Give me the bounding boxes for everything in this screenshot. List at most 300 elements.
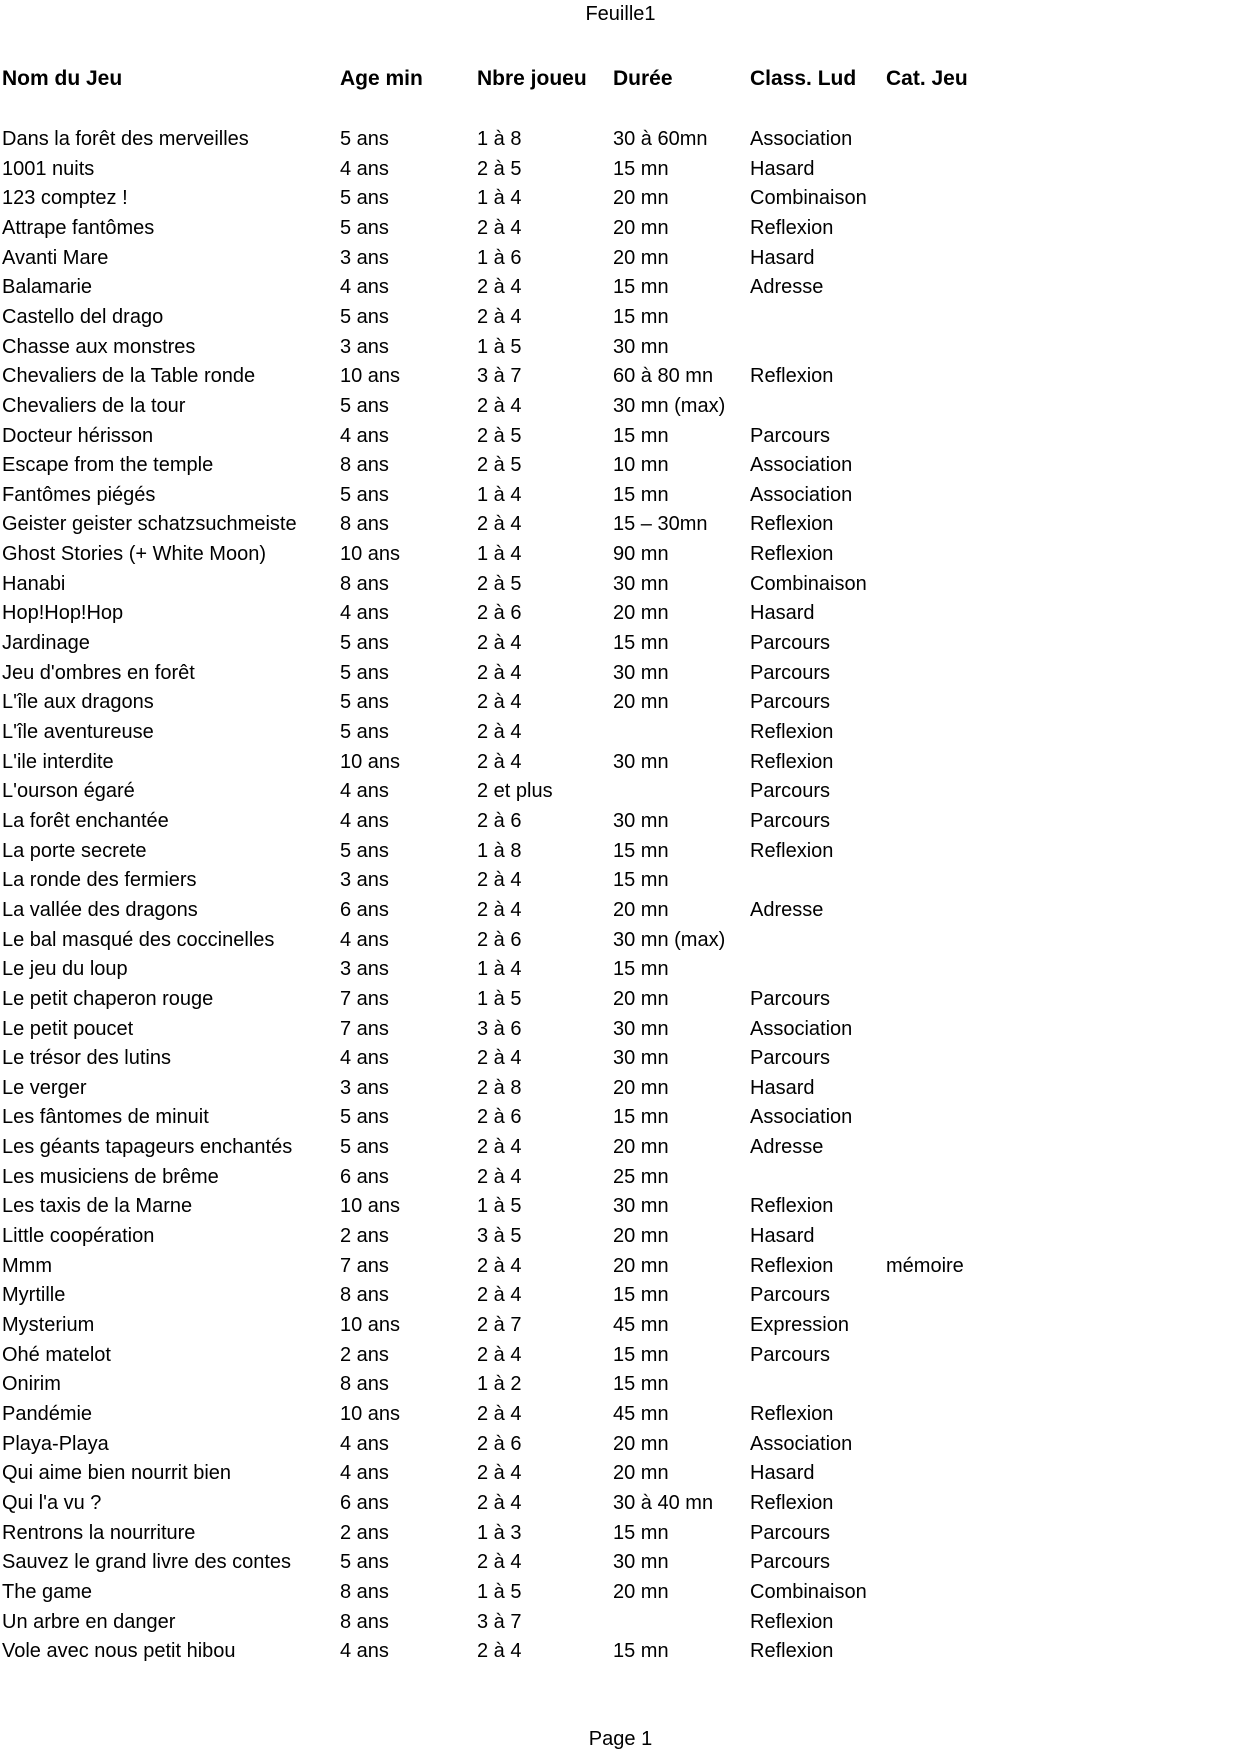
table-row: [0, 1607, 1241, 1637]
cell-players: 2 à 5: [477, 424, 522, 447]
cell-name: Avanti Mare: [2, 246, 109, 269]
cell-name: La ronde des fermiers: [2, 869, 197, 892]
cell-name: The game: [2, 1580, 93, 1603]
cell-age: 6 ans: [340, 1491, 389, 1514]
cell-category: [886, 717, 1086, 747]
cell-age: 3 ans: [340, 869, 389, 892]
cell-class: Parcours: [750, 809, 831, 832]
table-row: [0, 1073, 1241, 1103]
cell-class: Hasard: [750, 1225, 815, 1248]
cell-name: Chasse aux monstres: [2, 335, 196, 358]
cell-duration: [613, 1607, 749, 1637]
cell-category: [886, 1162, 1086, 1192]
cell-duration: 20 mn: [613, 1254, 669, 1277]
cell-name: Geister geister schatzsuchmeiste: [2, 513, 297, 536]
cell-players: 2 à 4: [477, 1402, 522, 1425]
cell-category: [886, 421, 1086, 451]
cell-duration: 20 mn: [613, 987, 669, 1010]
table-row: [0, 450, 1241, 480]
cell-category: [886, 687, 1086, 717]
cell-duration: 15 mn: [613, 483, 669, 506]
cell-players: 3 à 7: [477, 365, 522, 388]
table-row: [0, 1043, 1241, 1073]
page-number: Page 1: [588, 1728, 653, 1750]
cell-players: 2 à 6: [477, 1432, 522, 1455]
table-row: [0, 361, 1241, 391]
cell-category: [886, 1458, 1086, 1488]
table-header: [0, 64, 1241, 94]
cell-name: Myrtille: [2, 1284, 66, 1307]
table-row: [0, 539, 1241, 569]
cell-class: Hasard: [750, 602, 815, 625]
cell-players: 2 à 5: [477, 572, 522, 595]
cell-duration: 15 mn: [613, 157, 669, 180]
cell-duration: 30 mn (max): [613, 394, 726, 417]
cell-duration: 20 mn: [613, 691, 669, 714]
cell-age: 4 ans: [340, 1462, 389, 1485]
cell-duration: 30 mn (max): [613, 928, 726, 951]
table-row: [0, 1221, 1241, 1251]
cell-duration: 15 mn: [613, 1343, 669, 1366]
cell-class: [750, 954, 885, 984]
column-header-duration: Durée: [613, 67, 673, 90]
column-header-name: Nom du Jeu: [2, 67, 123, 90]
cell-duration: 20 mn: [613, 1076, 669, 1099]
table-row: [0, 1429, 1241, 1459]
table-row: [0, 717, 1241, 747]
cell-duration: 30 mn: [613, 1551, 669, 1574]
table-row: [0, 1280, 1241, 1310]
cell-name: Hop!Hop!Hop: [2, 602, 124, 625]
table-row: [0, 836, 1241, 866]
table-row: [0, 658, 1241, 688]
cell-name: 1001 nuits: [2, 157, 95, 180]
cell-players: 2 à 4: [477, 1047, 522, 1070]
cell-category: [886, 1488, 1086, 1518]
cell-category: [886, 509, 1086, 539]
cell-class: Reflexion: [750, 1254, 834, 1277]
cell-name: Chevaliers de la Table ronde: [2, 365, 256, 388]
cell-category: [886, 539, 1086, 569]
cell-name: Chevaliers de la tour: [2, 394, 186, 417]
cell-age: 4 ans: [340, 780, 389, 803]
table-row: [0, 1340, 1241, 1370]
cell-age: 4 ans: [340, 276, 389, 299]
table-row: [0, 1399, 1241, 1429]
cell-category: [886, 865, 1086, 895]
cell-class: [750, 1162, 885, 1192]
cell-name: Pandémie: [2, 1402, 93, 1425]
cell-category: [886, 1043, 1086, 1073]
cell-players: 2 à 5: [477, 157, 522, 180]
cell-name: Le jeu du loup: [2, 958, 128, 981]
cell-age: 8 ans: [340, 1580, 389, 1603]
cell-age: 10 ans: [340, 750, 401, 773]
cell-age: 6 ans: [340, 898, 389, 921]
cell-class: Parcours: [750, 1284, 831, 1307]
table-row: [0, 213, 1241, 243]
table-row: [0, 480, 1241, 510]
cell-players: 2 à 4: [477, 691, 522, 714]
cell-players: 2 à 4: [477, 1551, 522, 1574]
cell-duration: 20 mn: [613, 1225, 669, 1248]
cell-duration: 30 à 60mn: [613, 128, 708, 150]
cell-name: La porte secrete: [2, 839, 147, 862]
cell-players: 1 à 2: [477, 1373, 522, 1396]
cell-class: Combinaison: [750, 1580, 867, 1603]
cell-name: L'ourson égaré: [2, 780, 135, 803]
cell-players: 2 à 4: [477, 898, 522, 921]
cell-category: [886, 1399, 1086, 1429]
cell-name: Un arbre en danger: [2, 1610, 176, 1633]
cell-players: 2 à 4: [477, 1491, 522, 1514]
cell-class: Hasard: [750, 1462, 815, 1485]
cell-class: Association: [750, 483, 853, 506]
cell-class: Association: [750, 128, 853, 150]
table-row: [0, 687, 1241, 717]
cell-age: 5 ans: [340, 691, 389, 714]
cell-category: [886, 1607, 1086, 1637]
cell-class: Association: [750, 454, 853, 477]
column-header-class: Class. Lud: [750, 67, 857, 90]
cell-players: 1 à 3: [477, 1521, 522, 1544]
cell-name: Escape from the temple: [2, 454, 214, 477]
table-row: [0, 1310, 1241, 1340]
cell-class: Parcours: [750, 691, 831, 714]
cell-players: 2 et plus: [477, 780, 553, 803]
cell-players: 2 à 4: [477, 1254, 522, 1277]
cell-players: 2 à 4: [477, 513, 522, 536]
cell-players: 2 à 4: [477, 869, 522, 892]
cell-age: 3 ans: [340, 1076, 389, 1099]
cell-category: [886, 1310, 1086, 1340]
cell-duration: 20 mn: [613, 1580, 669, 1603]
cell-players: 3 à 6: [477, 1017, 522, 1040]
cell-players: 1 à 8: [477, 128, 522, 150]
cell-class: Combinaison: [750, 572, 867, 595]
table-row: [0, 954, 1241, 984]
cell-age: 4 ans: [340, 1432, 389, 1455]
cell-age: 5 ans: [340, 839, 389, 862]
cell-age: 5 ans: [340, 721, 389, 743]
cell-players: 1 à 4: [477, 958, 522, 981]
cell-players: 2 à 6: [477, 1106, 522, 1129]
cell-class: Parcours: [750, 1521, 831, 1544]
cell-players: 2 à 4: [477, 1165, 522, 1188]
cell-age: 3 ans: [340, 335, 389, 358]
cell-class: Reflexion: [750, 1491, 834, 1514]
cell-name: Ghost Stories (+ White Moon): [2, 543, 266, 566]
cell-class: Parcours: [750, 1047, 831, 1070]
table-row: [0, 1488, 1241, 1518]
cell-class: Parcours: [750, 1343, 831, 1366]
table-row: [0, 421, 1241, 451]
cell-age: 4 ans: [340, 1047, 389, 1070]
cell-category: mémoire: [886, 1254, 964, 1277]
cell-category: [886, 806, 1086, 836]
cell-class: Reflexion: [750, 1640, 834, 1663]
cell-duration: 15 mn: [613, 1373, 669, 1396]
cell-category: [886, 302, 1086, 332]
table-row: [0, 1458, 1241, 1488]
cell-age: 8 ans: [340, 1373, 389, 1396]
cell-name: Castello del drago: [2, 305, 164, 328]
cell-players: 2 à 4: [477, 394, 522, 417]
cell-name: Le verger: [2, 1076, 87, 1099]
cell-players: 2 à 4: [477, 750, 522, 773]
cell-age: 5 ans: [340, 216, 389, 239]
cell-duration: 15 mn: [613, 1284, 669, 1307]
cell-name: L'ile interdite: [2, 750, 114, 773]
cell-age: 4 ans: [340, 809, 389, 832]
cell-name: Le petit chaperon rouge: [2, 987, 214, 1010]
cell-age: 5 ans: [340, 1136, 389, 1159]
cell-duration: 30 mn: [613, 335, 669, 358]
cell-players: 1 à 5: [477, 1195, 522, 1218]
cell-class: Association: [750, 1017, 853, 1040]
cell-duration: 90 mn: [613, 543, 669, 566]
column-header-category: Cat. Jeu: [886, 67, 968, 90]
cell-class: Reflexion: [750, 1402, 834, 1425]
table-row: [0, 509, 1241, 539]
cell-age: 4 ans: [340, 1640, 389, 1663]
cell-category: [886, 984, 1086, 1014]
cell-players: 2 à 6: [477, 602, 522, 625]
table-row: [0, 1102, 1241, 1132]
cell-name: Balamarie: [2, 276, 93, 299]
cell-duration: [613, 717, 749, 747]
cell-name: Ohé matelot: [2, 1343, 111, 1366]
cell-players: 2 à 7: [477, 1314, 522, 1336]
cell-age: 8 ans: [340, 1610, 389, 1633]
cell-age: 2 ans: [340, 1225, 389, 1248]
cell-duration: 15 mn: [613, 424, 669, 447]
table-row: [0, 124, 1241, 154]
cell-age: 4 ans: [340, 602, 389, 625]
cell-players: 3 à 7: [477, 1610, 522, 1633]
cell-category: [886, 361, 1086, 391]
cell-age: 3 ans: [340, 958, 389, 981]
cell-duration: 30 mn: [613, 809, 669, 832]
cell-players: 1 à 5: [477, 1580, 522, 1603]
cell-age: 5 ans: [340, 128, 389, 150]
cell-category: [886, 954, 1086, 984]
cell-duration: 20 mn: [613, 246, 669, 269]
cell-age: 7 ans: [340, 987, 389, 1010]
table-row: [0, 154, 1241, 184]
cell-class: Association: [750, 1432, 853, 1455]
cell-name: Docteur hérisson: [2, 424, 154, 447]
cell-duration: 30 mn: [613, 1017, 669, 1040]
cell-class: Parcours: [750, 1551, 831, 1574]
cell-class: Reflexion: [750, 543, 834, 566]
cell-duration: 15 mn: [613, 869, 669, 892]
cell-category: [886, 1073, 1086, 1103]
table-row: [0, 243, 1241, 273]
table-row: [0, 302, 1241, 332]
table-row: [0, 332, 1241, 362]
cell-duration: 15 mn: [613, 958, 669, 981]
table-row: [0, 1191, 1241, 1221]
cell-name: Les fântomes de minuit: [2, 1106, 209, 1129]
cell-players: 1 à 4: [477, 543, 522, 566]
cell-age: 10 ans: [340, 1314, 401, 1336]
table-row: [0, 1251, 1241, 1281]
cell-age: 4 ans: [340, 424, 389, 447]
cell-age: 10 ans: [340, 365, 401, 388]
cell-age: 5 ans: [340, 483, 389, 506]
cell-name: Playa-Playa: [2, 1432, 109, 1455]
cell-age: 5 ans: [340, 187, 389, 210]
cell-category: [886, 391, 1086, 421]
cell-class: Reflexion: [750, 216, 834, 239]
cell-duration: 20 mn: [613, 1432, 669, 1455]
cell-name: Dans la forêt des merveilles: [2, 128, 249, 150]
table-row: [0, 806, 1241, 836]
cell-age: 5 ans: [340, 632, 389, 655]
cell-category: [886, 895, 1086, 925]
table-row: [0, 925, 1241, 955]
cell-class: Association: [750, 1106, 853, 1129]
cell-name: Mysterium: [2, 1314, 95, 1336]
table-row: [0, 1577, 1241, 1607]
cell-age: 3 ans: [340, 246, 389, 269]
cell-class: Parcours: [750, 780, 831, 803]
cell-class: Adresse: [750, 276, 824, 299]
cell-name: Mmm: [2, 1254, 52, 1277]
cell-duration: 15 mn: [613, 305, 669, 328]
cell-duration: 30 mn: [613, 661, 669, 684]
cell-duration: [613, 776, 749, 806]
table-row: [0, 1636, 1241, 1666]
cell-category: [886, 272, 1086, 302]
cell-players: 1 à 6: [477, 246, 522, 269]
cell-name: L'île aux dragons: [2, 691, 154, 714]
cell-category: [886, 1518, 1086, 1548]
cell-class: Reflexion: [750, 721, 834, 743]
table-row: [0, 776, 1241, 806]
cell-age: 10 ans: [340, 1402, 401, 1425]
cell-category: [886, 1221, 1086, 1251]
cell-duration: 20 mn: [613, 1462, 669, 1485]
cell-name: Le trésor des lutins: [2, 1047, 171, 1070]
cell-duration: 20 mn: [613, 1136, 669, 1159]
cell-duration: 15 mn: [613, 1521, 669, 1544]
table-row: [0, 598, 1241, 628]
table-row: [0, 865, 1241, 895]
cell-age: 2 ans: [340, 1343, 389, 1366]
cell-class: Reflexion: [750, 839, 834, 862]
cell-name: Jardinage: [2, 632, 90, 655]
cell-category: [886, 598, 1086, 628]
cell-class: Reflexion: [750, 750, 834, 773]
cell-class: Parcours: [750, 424, 831, 447]
cell-category: [886, 1340, 1086, 1370]
cell-duration: 15 mn: [613, 276, 669, 299]
cell-category: [886, 183, 1086, 213]
cell-name: Onirim: [2, 1373, 61, 1396]
cell-players: 1 à 8: [477, 839, 522, 862]
cell-category: [886, 1636, 1086, 1666]
cell-age: 5 ans: [340, 1106, 389, 1129]
cell-name: Les taxis de la Marne: [2, 1195, 193, 1218]
cell-class: [750, 925, 885, 955]
cell-category: [886, 776, 1086, 806]
cell-players: 3 à 5: [477, 1225, 522, 1248]
cell-category: [886, 1191, 1086, 1221]
cell-category: [886, 925, 1086, 955]
cell-class: Hasard: [750, 1076, 815, 1099]
cell-players: 1 à 4: [477, 187, 522, 210]
cell-class: [750, 865, 885, 895]
cell-age: 7 ans: [340, 1017, 389, 1040]
cell-duration: 15 – 30mn: [613, 513, 708, 536]
cell-name: L'île aventureuse: [2, 721, 154, 743]
cell-duration: 10 mn: [613, 454, 669, 477]
cell-players: 1 à 5: [477, 335, 522, 358]
cell-duration: 45 mn: [613, 1402, 669, 1425]
cell-players: 2 à 6: [477, 809, 522, 832]
column-header-players: Nbre joueu: [477, 67, 587, 90]
cell-name: Les musiciens de brême: [2, 1165, 219, 1188]
cell-players: 2 à 4: [477, 661, 522, 684]
cell-players: 2 à 4: [477, 1462, 522, 1485]
cell-class: [750, 391, 885, 421]
cell-name: Les géants tapageurs enchantés: [2, 1136, 293, 1159]
cell-category: [886, 1577, 1086, 1607]
cell-players: 2 à 4: [477, 1136, 522, 1159]
cell-class: Expression: [750, 1314, 849, 1336]
cell-age: 5 ans: [340, 305, 389, 328]
cell-class: Reflexion: [750, 1195, 834, 1218]
cell-duration: 60 à 80 mn: [613, 365, 714, 388]
table-row: [0, 747, 1241, 777]
cell-name: La vallée des dragons: [2, 898, 198, 921]
table-row: [0, 391, 1241, 421]
table-row: [0, 1547, 1241, 1577]
cell-class: Hasard: [750, 246, 815, 269]
cell-age: 8 ans: [340, 513, 389, 536]
cell-class: [750, 1369, 885, 1399]
table-row: [0, 569, 1241, 599]
cell-age: 4 ans: [340, 157, 389, 180]
cell-category: [886, 836, 1086, 866]
cell-category: [886, 213, 1086, 243]
cell-duration: 15 mn: [613, 1640, 669, 1663]
table-row: [0, 984, 1241, 1014]
cell-duration: 15 mn: [613, 632, 669, 655]
cell-name: Little coopération: [2, 1225, 155, 1248]
cell-duration: 20 mn: [613, 898, 669, 921]
cell-category: [886, 1280, 1086, 1310]
cell-category: [886, 1014, 1086, 1044]
table-row: [0, 272, 1241, 302]
cell-name: La forêt enchantée: [2, 809, 169, 832]
cell-category: [886, 124, 1086, 154]
cell-duration: 30 à 40 mn: [613, 1491, 714, 1514]
cell-duration: 30 mn: [613, 1047, 669, 1070]
cell-players: 2 à 5: [477, 454, 522, 477]
cell-duration: 15 mn: [613, 839, 669, 862]
cell-name: Le bal masqué des coccinelles: [2, 928, 275, 951]
cell-age: 7 ans: [340, 1254, 389, 1277]
cell-name: Qui l'a vu ?: [2, 1491, 102, 1514]
cell-category: [886, 154, 1086, 184]
cell-class: [750, 332, 885, 362]
cell-players: 2 à 4: [477, 305, 522, 328]
cell-class: [750, 302, 885, 332]
cell-age: 2 ans: [340, 1521, 389, 1544]
